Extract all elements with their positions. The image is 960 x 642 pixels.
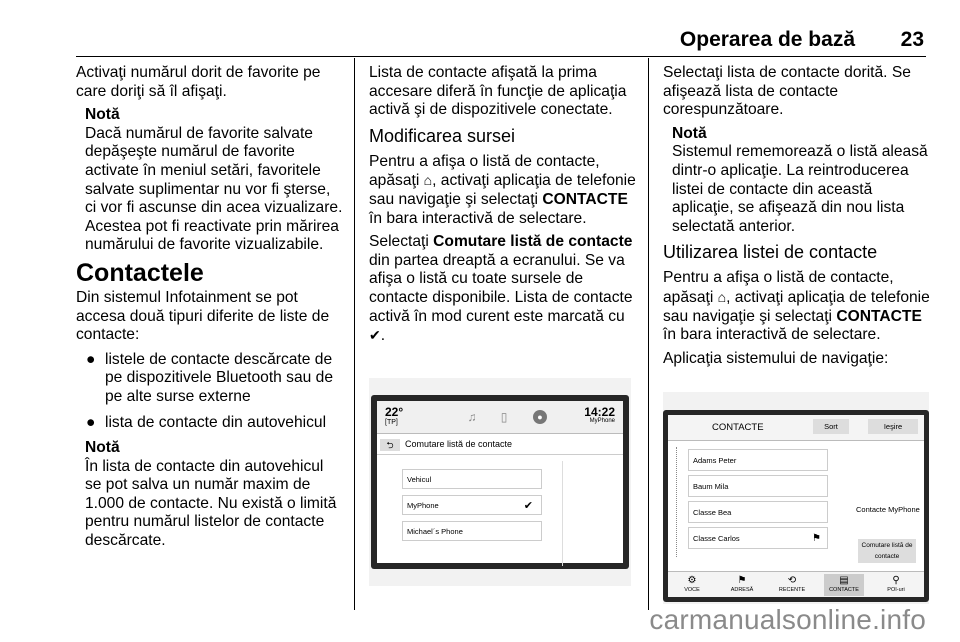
phone-icon: ▯ [500, 410, 508, 424]
music-icon: ♫ [467, 410, 477, 424]
page-header [0, 0, 960, 56]
header-divider [76, 56, 926, 57]
sort-button[interactable]: Sort [813, 419, 849, 434]
divider [377, 454, 623, 455]
home-icon: ⌂ [717, 288, 727, 305]
flag-icon: ⚑ [737, 575, 747, 586]
check-icon: ✔ [369, 327, 381, 344]
note-text: În lista de contacte din autovehicul se pot salva un număr maxim de 1.000 de contacte. Nu există o limită pentru numărul listelor de contacte descărcate. [85, 457, 337, 550]
text-run: Pentru a afişa o listă de contacte, apăsaţi [663, 269, 894, 306]
back-icon[interactable]: ⮌ [380, 439, 400, 451]
nav-voice[interactable] [672, 574, 712, 593]
contact-name: Classe Carlos [693, 534, 740, 543]
screenshot-contacts-list [663, 392, 929, 604]
source-item-vehicul[interactable] [402, 469, 542, 489]
paragraph: Lista de contacte afişată la prima accesare diferă în funcţie de aplicaţia activă şi de dispozitivele conectate. [369, 64, 627, 119]
paragraph [369, 233, 637, 346]
home-icon: ⌂ [423, 172, 433, 189]
note-box [76, 439, 344, 551]
display-screen [377, 401, 623, 563]
column-divider-1 [354, 58, 355, 610]
nav-recent[interactable] [772, 574, 812, 593]
status-bar [377, 401, 623, 434]
bullet-icon: ● [86, 350, 96, 368]
bottom-nav-bar [668, 571, 924, 597]
note-text: Sistemul rememorează o listă aleasă dintr-o aplicaţie. La reintroducerea listei de contacte din această aplicaţie, se afişează din nou lista selectată anterior. [672, 143, 928, 235]
contact-item[interactable] [688, 501, 828, 523]
alphabet-scrollbar[interactable] [676, 447, 680, 557]
text-run: din partea dreaptă a ecranului. Se va afişa o listă cu toate sursele de contacte disponibile. Lista de contacte activă în mod curent este marcată cu [369, 251, 633, 325]
voice-icon: ⚙ [687, 575, 697, 586]
list-item [76, 351, 344, 407]
nav-label: RECENTE [778, 587, 806, 593]
list-item [76, 414, 344, 433]
contact-name: Baum Mila [693, 482, 729, 491]
paragraph [369, 153, 637, 228]
display-screen [668, 415, 924, 597]
page-number: 23 [900, 28, 924, 51]
text-run: Selectaţi [369, 233, 429, 251]
nav-label: ADRESĂ [730, 587, 754, 593]
watermark: carmanualsonline.info [649, 604, 926, 635]
column-divider-2 [648, 58, 649, 610]
flag-icon: ⚑ [812, 533, 821, 544]
column-3 [663, 64, 933, 373]
nav-label: VOCE [684, 587, 700, 593]
nav-label: CONTACTE [829, 587, 859, 593]
exit-button[interactable]: Ieşire [868, 419, 918, 434]
nav-label: POI-uri [887, 587, 905, 593]
section-heading: Contactele [76, 258, 204, 287]
note-box [663, 125, 933, 237]
text-run: . [380, 327, 386, 345]
subsection-heading: Modificarea sursei [369, 125, 516, 146]
note-text: Dacă numărul de favorite salvate depăşeşte numărul de favorite activate în meniul setări, favoritele salvate suplimentar nu vor fi şterse, ci vor fi ascunse din acea vizualizare. Acestea pot fi reactivate prin mărirea numărului de favorite vizualizabile. [85, 124, 343, 254]
text-run: , activaţi aplicaţia de telefonie sau navigaţie şi selectaţi [369, 172, 636, 208]
check-icon: ✔ [523, 500, 533, 512]
column-2 [369, 64, 637, 351]
source-label: MyPhone [407, 501, 439, 510]
paragraph [663, 269, 933, 344]
paragraph: Selectaţi lista de contacte dorită. Se afişează lista de contacte corespunzătoare. [663, 64, 911, 119]
screen-heading: Comutare listă de contacte [405, 439, 513, 449]
contact-item[interactable] [688, 527, 828, 549]
display-bezel [371, 395, 629, 569]
display-bezel [663, 410, 929, 602]
text-run: în bara interactivă de selectare. [663, 326, 881, 344]
switch-list-button[interactable]: Comutare listă de contacte [858, 539, 916, 563]
bullet-icon: ● [86, 413, 96, 431]
source-label: Vehicul [407, 475, 432, 484]
recent-icon: ⟲ [787, 575, 797, 586]
contact-name: Classe Bea [693, 508, 732, 517]
note-title: Notă [672, 124, 707, 142]
bullet-list [76, 351, 344, 432]
nav-contacts[interactable] [824, 574, 864, 596]
phone-name: MyPhone [589, 418, 615, 424]
screen-title: CONTACTE [712, 422, 764, 433]
poi-icon: ⚲ [892, 575, 900, 586]
screenshot-source-switch [369, 378, 631, 586]
source-item-michael-phone[interactable] [402, 521, 542, 541]
contacts-icon: ▤ [839, 575, 849, 586]
note-box [76, 106, 344, 255]
paragraph: Activaţi numărul dorit de favorite pe care doriţi să îl afişaţi. [76, 64, 321, 100]
temperature: 22° [385, 405, 404, 419]
list-item-text: listele de contacte descărcate de pe dispozitivele Bluetooth sau de pe alte surse externe [105, 350, 333, 405]
tp-indicator: [TP] [385, 419, 398, 426]
text-run: , activaţi aplicaţia de telefonie sau navigaţie şi selectaţi [663, 288, 930, 325]
note-title: Notă [85, 106, 120, 124]
bold-term: Comutare listă de contacte [433, 233, 633, 251]
note-title: Notă [85, 439, 120, 457]
contacts-header [668, 415, 924, 441]
subsection-heading: Utilizarea listei de contacte [663, 242, 878, 263]
bold-term: CONTACTE [542, 190, 628, 208]
text-run: în bara interactivă de selectare. [369, 209, 587, 227]
contact-name: Adams Peter [693, 456, 737, 465]
source-label: Michael´s Phone [407, 527, 463, 536]
source-item-myphone[interactable] [402, 495, 542, 515]
section-title: Operarea de bază [679, 28, 855, 51]
contact-item[interactable] [688, 475, 828, 497]
column-1 [76, 64, 344, 556]
contact-item[interactable] [688, 449, 828, 471]
clock: 14:22 [584, 405, 615, 419]
nav-poi[interactable] [876, 574, 916, 593]
nav-icon: ● [533, 410, 547, 424]
divider [562, 461, 563, 566]
source-label: Contacte MyPhone [856, 505, 920, 514]
text-run: Pentru a afişa o listă de contacte, apăsaţi [369, 152, 600, 190]
paragraph: Aplicaţia sistemului de navigaţie: [663, 349, 889, 367]
bold-term: CONTACTE [836, 307, 922, 325]
paragraph: Din sistemul Infotainment se pot accesa două tipuri diferite de liste de contacte: [76, 288, 330, 344]
nav-address[interactable] [722, 574, 762, 593]
list-item-text: lista de contacte din autovehicul [105, 413, 327, 431]
